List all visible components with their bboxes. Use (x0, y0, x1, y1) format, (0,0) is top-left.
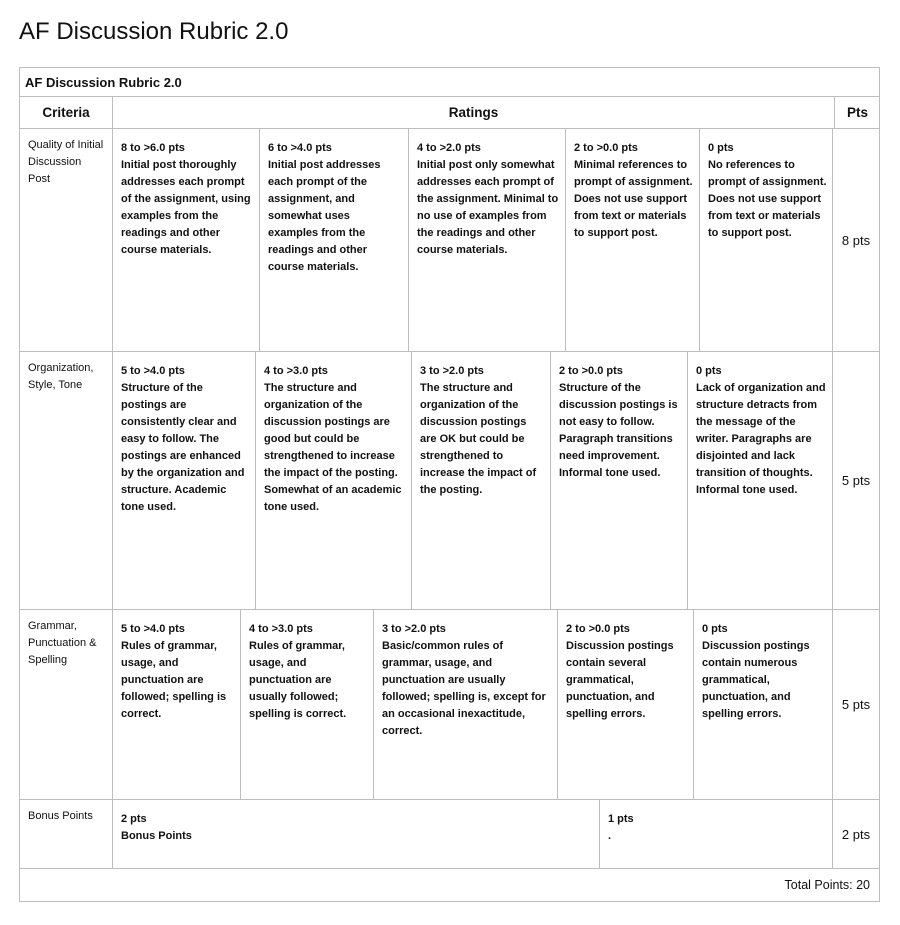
rating-description: Discussion postings contain numerous grammatical, punctuation, and spelling errors. (702, 640, 810, 720)
rating-cell (256, 352, 412, 609)
rating-cell (113, 800, 600, 868)
rating-cell (700, 129, 834, 351)
rating-cell (409, 129, 566, 351)
criterion-description: Grammar, Punctuation & Spelling (20, 610, 113, 799)
rating-cell (113, 129, 260, 351)
rating-description: Initial post addresses each prompt of the assignment, and somewhat uses examples from the readings and other course materials. (268, 159, 381, 273)
criterion-points: 5 pts (832, 352, 879, 609)
rating-description: . (608, 830, 612, 842)
criterion-row-grammar (20, 610, 879, 800)
total-points: Total Points: 20 (784, 878, 870, 892)
rating-description: Structure of the postings are consistently clear and easy to follow. The postings are enhanced by the organization and structure. Academic tone used. (121, 382, 245, 513)
criteria-header: Criteria (20, 97, 113, 129)
rating-description: No references to prompt of assignment. Does not use support from text or materials to support post. (708, 159, 827, 239)
ratings-group (113, 352, 834, 609)
rating-points: 0 pts (696, 365, 722, 377)
rating-description: Initial post only somewhat addresses each prompt of the assignment. Minimal to no use of examples from the readings and other course materials. (417, 159, 559, 256)
ratings-header: Ratings (113, 97, 834, 129)
criterion-description: Bonus Points (20, 800, 113, 868)
rating-points: 1 pts (608, 813, 634, 825)
rating-points: 2 to >0.0 pts (574, 142, 638, 154)
rating-cell (260, 129, 409, 351)
rating-cell (600, 800, 834, 868)
rating-description: Structure of the discussion postings is not easy to follow. Paragraph transitions need improvement. Informal tone used. (559, 382, 678, 479)
criterion-points: 8 pts (832, 129, 879, 351)
rating-cell (551, 352, 688, 609)
rating-description: Rules of grammar, usage, and punctuation are usually followed; spelling is correct. (249, 640, 347, 720)
criterion-row-bonus (20, 800, 879, 869)
rating-points: 8 to >6.0 pts (121, 142, 185, 154)
criterion-description: Organization, Style, Tone (20, 352, 113, 609)
rating-description: Minimal references to prompt of assignment. Does not use support from text or materials to support post. (574, 159, 693, 239)
rating-points: 4 to >3.0 pts (264, 365, 328, 377)
rating-description: The structure and organization of the discussion postings are OK but could be strengthened to increase the impact of the posting. (420, 382, 537, 496)
rating-description: Discussion postings contain several grammatical, punctuation, and spelling errors. (566, 640, 674, 720)
page-title: AF Discussion Rubric 2.0 (19, 18, 289, 45)
criterion-row-organization (20, 352, 879, 610)
rating-points: 2 pts (121, 813, 147, 825)
rating-description: Lack of organization and structure detracts from the message of the writer. Paragraphs are disjointed and lack transition of thoughts. Informal tone used. (696, 382, 826, 496)
rating-cell (374, 610, 558, 799)
rating-points: 5 to >4.0 pts (121, 623, 185, 635)
rating-points: 2 to >0.0 pts (559, 365, 623, 377)
rating-points: 0 pts (702, 623, 728, 635)
rating-description: Basic/common rules of grammar, usage, and punctuation are usually followed; spelling is, except for an occasional inexactitude, correct. (382, 640, 546, 737)
criterion-points: 5 pts (832, 610, 879, 799)
rating-cell (412, 352, 551, 609)
ratings-group (113, 800, 834, 868)
rating-description: Rules of grammar, usage, and punctuation are followed; spelling is correct. (121, 640, 227, 720)
ratings-group (113, 129, 834, 351)
ratings-group (113, 610, 834, 799)
rating-cell (113, 352, 256, 609)
criterion-points: 2 pts (832, 800, 879, 868)
rubric-caption: AF Discussion Rubric 2.0 (20, 68, 879, 97)
rating-points: 2 to >0.0 pts (566, 623, 630, 635)
rating-cell (694, 610, 834, 799)
rating-points: 4 to >3.0 pts (249, 623, 313, 635)
rating-points: 3 to >2.0 pts (420, 365, 484, 377)
rating-description: Bonus Points (121, 830, 192, 842)
rating-cell (688, 352, 834, 609)
rating-points: 0 pts (708, 142, 734, 154)
rubric-table (19, 67, 880, 902)
rating-cell (241, 610, 374, 799)
rating-cell (113, 610, 241, 799)
pts-header: Pts (834, 97, 880, 129)
rating-description: Initial post thoroughly addresses each prompt of the assignment, using examples from the readings and other course materials. (121, 159, 251, 256)
criterion-description: Quality of Initial Discussion Post (20, 129, 113, 351)
rating-description: The structure and organization of the discussion postings are good but could be strengthened to increase the impact of the posting. Somewhat of an academic tone used. (264, 382, 402, 513)
criterion-row-quality (20, 129, 879, 352)
rating-points: 3 to >2.0 pts (382, 623, 446, 635)
rating-points: 5 to >4.0 pts (121, 365, 185, 377)
rating-cell (558, 610, 694, 799)
rating-points: 6 to >4.0 pts (268, 142, 332, 154)
rating-points: 4 to >2.0 pts (417, 142, 481, 154)
rating-cell (566, 129, 700, 351)
